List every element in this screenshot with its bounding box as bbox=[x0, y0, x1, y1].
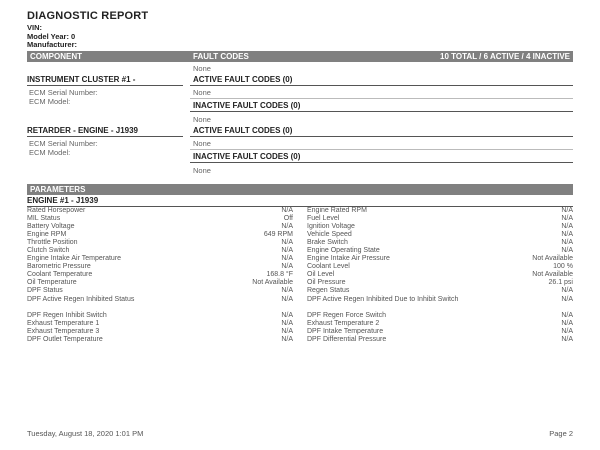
parameter-label: Regen Status bbox=[307, 287, 350, 295]
top-none-value: None bbox=[193, 64, 211, 73]
parameter-label: Exhaust Temperature 3 bbox=[27, 327, 100, 335]
parameter-label: Engine Rated RPM bbox=[307, 207, 367, 214]
parameters-header-bar bbox=[27, 184, 573, 195]
parameter-value: N/A bbox=[281, 207, 293, 214]
parameter-value: N/A bbox=[281, 239, 293, 247]
parameter-label: DPF Status bbox=[27, 287, 63, 295]
parameter-value: N/A bbox=[561, 207, 573, 214]
fault-summary: 10 TOTAL / 6 ACTIVE / 4 INACTIVE bbox=[440, 52, 570, 61]
parameters-header: PARAMETERS bbox=[30, 185, 86, 194]
parameter-label: Oil Level bbox=[307, 271, 335, 279]
active-divider bbox=[190, 136, 573, 137]
parameter-value: N/A bbox=[281, 223, 293, 231]
parameter-label: Brake Switch bbox=[307, 239, 348, 247]
ecm-serial-label: ECM Serial Number: bbox=[29, 139, 98, 148]
active-fault-codes-label: ACTIVE FAULT CODES (0) bbox=[193, 75, 293, 84]
component-column-header: COMPONENT bbox=[30, 52, 82, 61]
inactive-fault-value: None bbox=[193, 166, 211, 175]
parameter-label: DPF Outlet Temperature bbox=[27, 335, 103, 343]
parameter-value: N/A bbox=[281, 255, 293, 263]
parameter-value: N/A bbox=[281, 287, 293, 295]
parameter-row bbox=[27, 271, 573, 279]
parameter-row bbox=[27, 247, 573, 255]
parameter-label: DPF Regen Inhibit Switch bbox=[27, 311, 107, 319]
parameter-label: Exhaust Temperature 2 bbox=[307, 319, 380, 327]
parameter-label: Engine Operating State bbox=[307, 247, 380, 255]
parameters-table bbox=[27, 207, 573, 344]
parameter-row bbox=[27, 312, 573, 320]
parameter-value: N/A bbox=[561, 319, 573, 327]
parameter-value: N/A bbox=[281, 247, 293, 255]
parameter-row bbox=[27, 328, 573, 336]
parameter-value: 168.8 °F bbox=[266, 271, 293, 279]
parameter-value: N/A bbox=[281, 263, 293, 271]
parameter-value: N/A bbox=[281, 311, 293, 319]
active-fault-value: None bbox=[193, 88, 211, 97]
report-title: DIAGNOSTIC REPORT bbox=[27, 10, 149, 22]
parameter-value: N/A bbox=[561, 311, 573, 319]
fault-codes-column-header: FAULT CODES bbox=[193, 52, 249, 61]
parameter-label: Throttle Position bbox=[27, 239, 78, 247]
active-divider bbox=[190, 85, 573, 86]
parameter-label: Oil Temperature bbox=[27, 279, 77, 287]
component-name: INSTRUMENT CLUSTER #1 - bbox=[27, 75, 136, 84]
parameter-value: 649 RPM bbox=[263, 231, 293, 239]
parameter-value: Not Available bbox=[532, 255, 573, 263]
parameter-label: Coolant Temperature bbox=[27, 271, 93, 279]
parameter-label: DPF Intake Temperature bbox=[307, 327, 384, 335]
inactive-divider bbox=[190, 111, 573, 112]
component-name: RETARDER - ENGINE - J1939 bbox=[27, 126, 138, 135]
component-divider bbox=[27, 85, 183, 86]
parameter-label: Engine RPM bbox=[27, 231, 67, 239]
parameter-value: 26.1 psi bbox=[548, 279, 573, 287]
parameter-label: Battery Voltage bbox=[27, 223, 75, 231]
parameter-row bbox=[27, 336, 573, 344]
parameter-row bbox=[27, 239, 573, 247]
parameter-row bbox=[27, 231, 573, 239]
ecm-model-label: ECM Model: bbox=[29, 148, 71, 157]
parameter-value: Not Available bbox=[532, 271, 573, 279]
parameter-value: N/A bbox=[281, 295, 293, 303]
parameter-row bbox=[27, 287, 573, 295]
inactive-top-divider bbox=[190, 149, 573, 150]
parameter-group-title: ENGINE #1 - J1939 bbox=[27, 196, 99, 205]
parameter-value: N/A bbox=[561, 231, 573, 239]
parameter-value: N/A bbox=[561, 215, 573, 223]
inactive-fault-codes-label: INACTIVE FAULT CODES (0) bbox=[193, 101, 301, 110]
parameter-value: N/A bbox=[281, 327, 293, 335]
parameter-value: N/A bbox=[561, 295, 573, 303]
model-year-label: Model Year: 0 bbox=[27, 31, 76, 41]
parameter-row bbox=[27, 263, 573, 271]
parameter-value: N/A bbox=[281, 335, 293, 343]
parameter-row bbox=[27, 215, 573, 223]
parameter-row bbox=[27, 279, 573, 287]
vin-label: VIN: bbox=[27, 23, 42, 32]
parameter-row bbox=[27, 296, 573, 312]
parameter-value: Off bbox=[283, 215, 293, 223]
active-fault-codes-label: ACTIVE FAULT CODES (0) bbox=[193, 126, 293, 135]
parameter-value: 100 % bbox=[553, 263, 573, 271]
parameter-label: DPF Active Regen Inhibited Status bbox=[27, 295, 135, 303]
parameter-value: N/A bbox=[561, 287, 573, 295]
inactive-fault-codes-label: INACTIVE FAULT CODES (0) bbox=[193, 152, 301, 161]
parameter-row bbox=[27, 320, 573, 328]
parameter-value: N/A bbox=[281, 319, 293, 327]
parameter-row bbox=[27, 255, 573, 263]
parameter-label: Oil Pressure bbox=[307, 279, 346, 287]
parameter-label: Clutch Switch bbox=[27, 247, 70, 255]
inactive-top-divider bbox=[190, 98, 573, 99]
manufacturer-label: Manufacturer: bbox=[27, 40, 78, 49]
parameter-label: Barometric Pressure bbox=[27, 263, 91, 271]
parameter-value: N/A bbox=[561, 223, 573, 231]
parameter-label: Engine Intake Air Temperature bbox=[27, 255, 122, 263]
parameter-label: Rated Horsepower bbox=[27, 207, 86, 214]
components-header-bar bbox=[27, 51, 573, 62]
active-fault-value: None bbox=[193, 139, 211, 148]
parameter-row bbox=[27, 207, 573, 215]
parameter-value: N/A bbox=[561, 335, 573, 343]
parameter-value: Not Available bbox=[252, 279, 293, 287]
parameter-label: Ignition Voltage bbox=[307, 223, 355, 231]
parameter-value: N/A bbox=[561, 327, 573, 335]
parameter-label: DPF Regen Force Switch bbox=[307, 311, 386, 319]
parameter-value: N/A bbox=[561, 247, 573, 255]
ecm-model-label: ECM Model: bbox=[29, 97, 71, 106]
inactive-fault-value: None bbox=[193, 115, 211, 124]
inactive-divider bbox=[190, 162, 573, 163]
component-divider bbox=[27, 136, 183, 137]
parameter-value: N/A bbox=[561, 239, 573, 247]
parameter-label: Fuel Level bbox=[307, 215, 340, 223]
parameter-label: Vehicle Speed bbox=[307, 231, 352, 239]
footer-page-number: Page 2 bbox=[549, 429, 573, 438]
vehicle-meta bbox=[27, 24, 77, 50]
parameter-label: Exhaust Temperature 1 bbox=[27, 319, 100, 327]
parameter-label: DPF Active Regen Inhibited Due to Inhibit Switch bbox=[307, 295, 459, 303]
parameter-label: MIL Status bbox=[27, 215, 61, 223]
parameter-label: DPF Differential Pressure bbox=[307, 335, 387, 343]
parameter-row bbox=[27, 223, 573, 231]
parameter-label: Engine Intake Air Pressure bbox=[307, 255, 390, 263]
footer-date: Tuesday, August 18, 2020 1:01 PM bbox=[27, 429, 144, 438]
parameter-label: Coolant Level bbox=[307, 263, 350, 271]
ecm-serial-label: ECM Serial Number: bbox=[29, 88, 98, 97]
